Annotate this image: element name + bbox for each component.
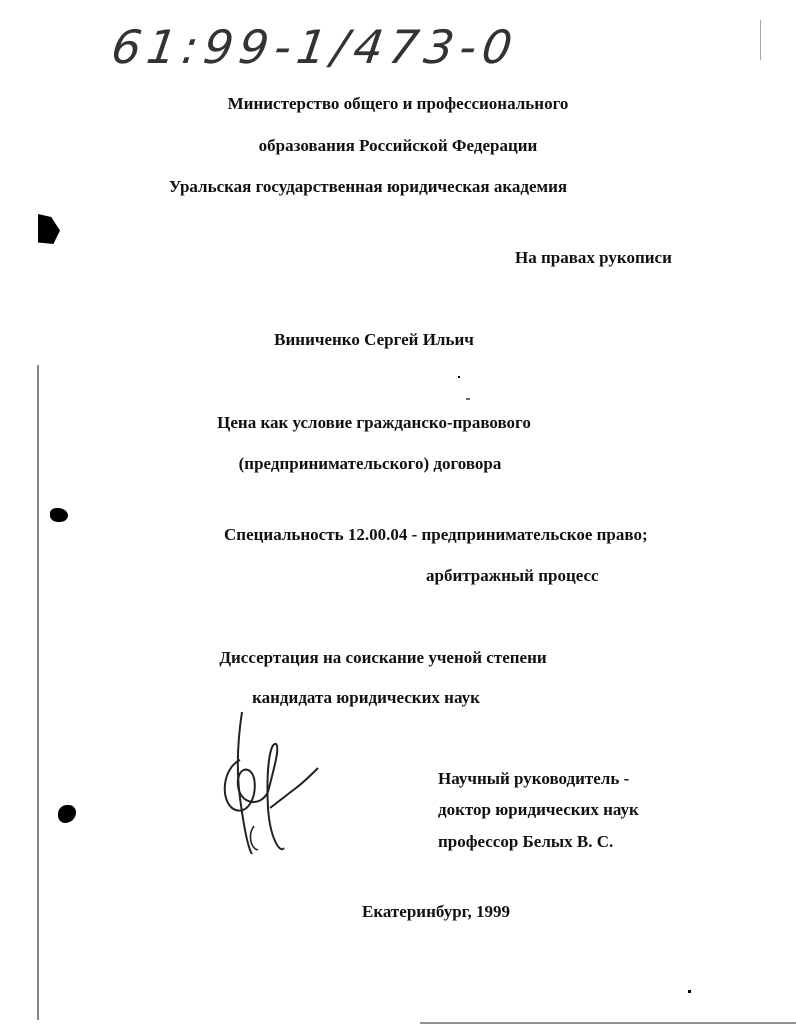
academy-name: Уральская государственная юридическая академия (168, 177, 568, 196)
binding-mark-top (38, 214, 60, 244)
author-name: Виниченко Сергей Ильич (274, 330, 474, 349)
supervisor-signature (218, 708, 328, 858)
ministry-line-1: Министерство общего и профессионального (227, 94, 569, 113)
binding-mark-middle (50, 508, 68, 522)
bottom-edge-line (420, 1022, 796, 1024)
archive-number: 61:99-1/473-0 (108, 20, 522, 74)
binding-mark-bottom (58, 805, 76, 823)
dust-speck (458, 376, 460, 378)
speciality-line-1: Специальность 12.00.04 - предпринимательское право; (224, 525, 648, 544)
right-margin-line (760, 20, 761, 60)
speciality-line-2: арбитражный процесс (426, 566, 599, 585)
ministry-line-2: образования Российской Федерации (258, 136, 538, 155)
dust-speck (466, 398, 470, 400)
supervisor-line-2: доктор юридических наук (438, 800, 639, 819)
dust-speck (688, 990, 691, 993)
manuscript-rights: На правах рукописи (515, 248, 672, 267)
supervisor-line-3: профессор Белых В. С. (438, 832, 614, 851)
dissertation-line-1: Диссертация на соискание ученой степени (219, 648, 547, 667)
title-line-2: (предпринимательского) договора (238, 454, 502, 473)
city-year: Екатеринбург, 1999 (362, 902, 510, 921)
supervisor-line-1: Научный руководитель - (438, 769, 630, 788)
title-line-1: Цена как условие гражданско-правового (217, 413, 531, 432)
dissertation-line-2: кандидата юридических наук (252, 688, 480, 707)
